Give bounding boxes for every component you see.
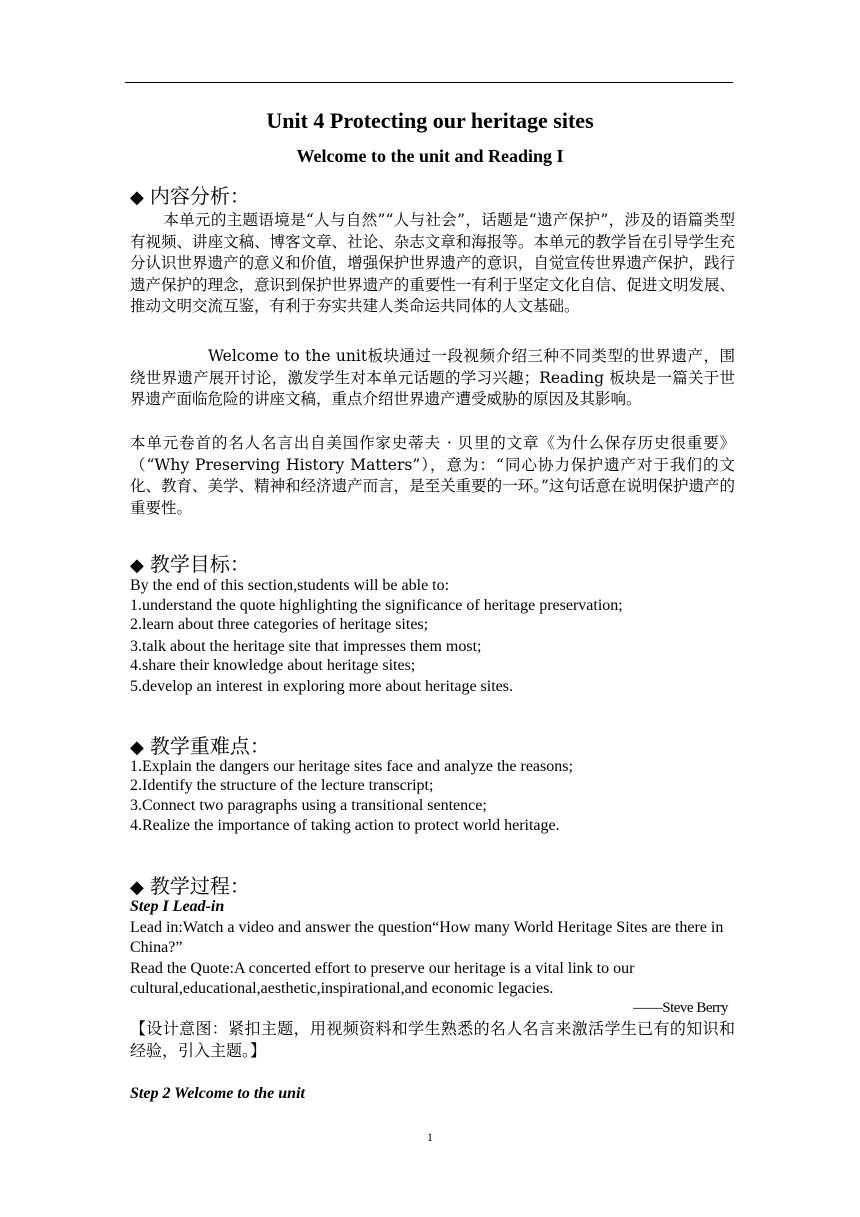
diamond-bullet-icon: ◆ xyxy=(130,877,144,898)
key-point-line: 3.Connect two paragraphs using a transitional sentence; xyxy=(130,797,487,814)
objective-line: 2.learn about three categories of heritage sites; xyxy=(130,616,429,633)
content-paragraph-3: 本单元卷首的名人名言出自美国作家史蒂夫 · 贝里的文章《为什么保存历史很重要》（“Why Preserving History Matters”），意为：“同心协力保护遗产对于我们的文化、教育、美学、精神和经济遗产而言，是至关重要的一环。”这句话意在说明保护遗产的重要性。 xyxy=(130,434,735,517)
objective-line: By the end of this section,students will be able to: xyxy=(130,577,450,594)
objective-line: 1.understand the quote highlighting the significance of heritage preservation; xyxy=(130,597,623,614)
section-key-points-heading xyxy=(130,730,270,759)
section-heading-text: 教学重难点： xyxy=(149,734,270,758)
section-heading-text: 内容分析： xyxy=(149,184,250,208)
diamond-bullet-icon: ◆ xyxy=(130,555,144,576)
section-heading-text: 教学目标： xyxy=(149,552,250,576)
lead-in-text: Lead in:Watch a video and answer the question“How many World Heritage Sites are there in China?” xyxy=(130,919,724,956)
quote-text: Read the Quote:A concerted effort to preserve our heritage is a vital link to our cultural,educational,aesthetic,inspirational,and economic legacies. xyxy=(130,960,635,997)
quote-author: ——Steve Berry xyxy=(633,1000,728,1016)
section-heading-text: 教学过程： xyxy=(149,874,250,898)
header-rule xyxy=(125,82,733,83)
content-paragraph-2 xyxy=(130,346,735,411)
section-content-analysis-heading xyxy=(130,180,250,209)
step-2-heading: Step 2 Welcome to the unit xyxy=(130,1085,305,1102)
objective-line: 4.share their knowledge about heritage sites; xyxy=(130,657,416,674)
content-paragraph-1 xyxy=(130,210,735,318)
step-1-heading: Step I Lead-in xyxy=(130,898,225,915)
page-title: Unit 4 Protecting our heritage sites xyxy=(266,108,594,133)
diamond-bullet-icon: ◆ xyxy=(130,187,144,208)
paragraph-text: 本单元的主题语境是“人与自然”“人与社会”，话题是“遗产保护”，涉及的语篇类型有视频、讲座文稿、博客文章、社论、杂志文章和海报等。本单元的教学旨在引导学生充分认识世界遗产的意义和价值，增强保护世界遗产的意识，自觉宣传世界遗产保护，践行遗产保护的理念，意识到保护世界遗产的重要性一有利于坚定文化自信、促进文明发展、推动文明交流互鉴，有利于夯实共建人类命运共同体的人文基础。 xyxy=(130,211,735,315)
key-point-line: 1.Explain the dangers our heritage sites face and analyze the reasons; xyxy=(130,758,573,775)
paragraph-text: Welcome to the unit板块通过一段视频介绍三种不同类型的世界遗产，围绕世界遗产展开讨论，激发学生对本单元话题的学习兴趣；Reading 板块是一篇关于世界遗产面临危险的讲座文稿，重点介绍世界遗产遭受威胁的原因及其影响。 xyxy=(130,347,735,408)
page-subtitle: Welcome to the unit and Reading I xyxy=(296,146,564,166)
section-objectives-heading xyxy=(130,548,250,577)
design-intent: 【设计意图：紧扣主题，用视频资料和学生熟悉的名人名言来激活学生已有的知识和经验，引入主题。】 xyxy=(130,1019,735,1060)
objective-line: 5.develop an interest in exploring more about heritage sites. xyxy=(130,678,513,695)
key-point-line: 4.Realize the importance of taking action to protect world heritage. xyxy=(130,817,560,834)
objective-line: 3.talk about the heritage site that impresses them most; xyxy=(130,638,482,655)
section-process-heading xyxy=(130,870,250,899)
page-number: 1 xyxy=(427,1130,433,1144)
diamond-bullet-icon: ◆ xyxy=(130,737,144,758)
key-point-line: 2.Identify the structure of the lecture transcript; xyxy=(130,777,434,794)
